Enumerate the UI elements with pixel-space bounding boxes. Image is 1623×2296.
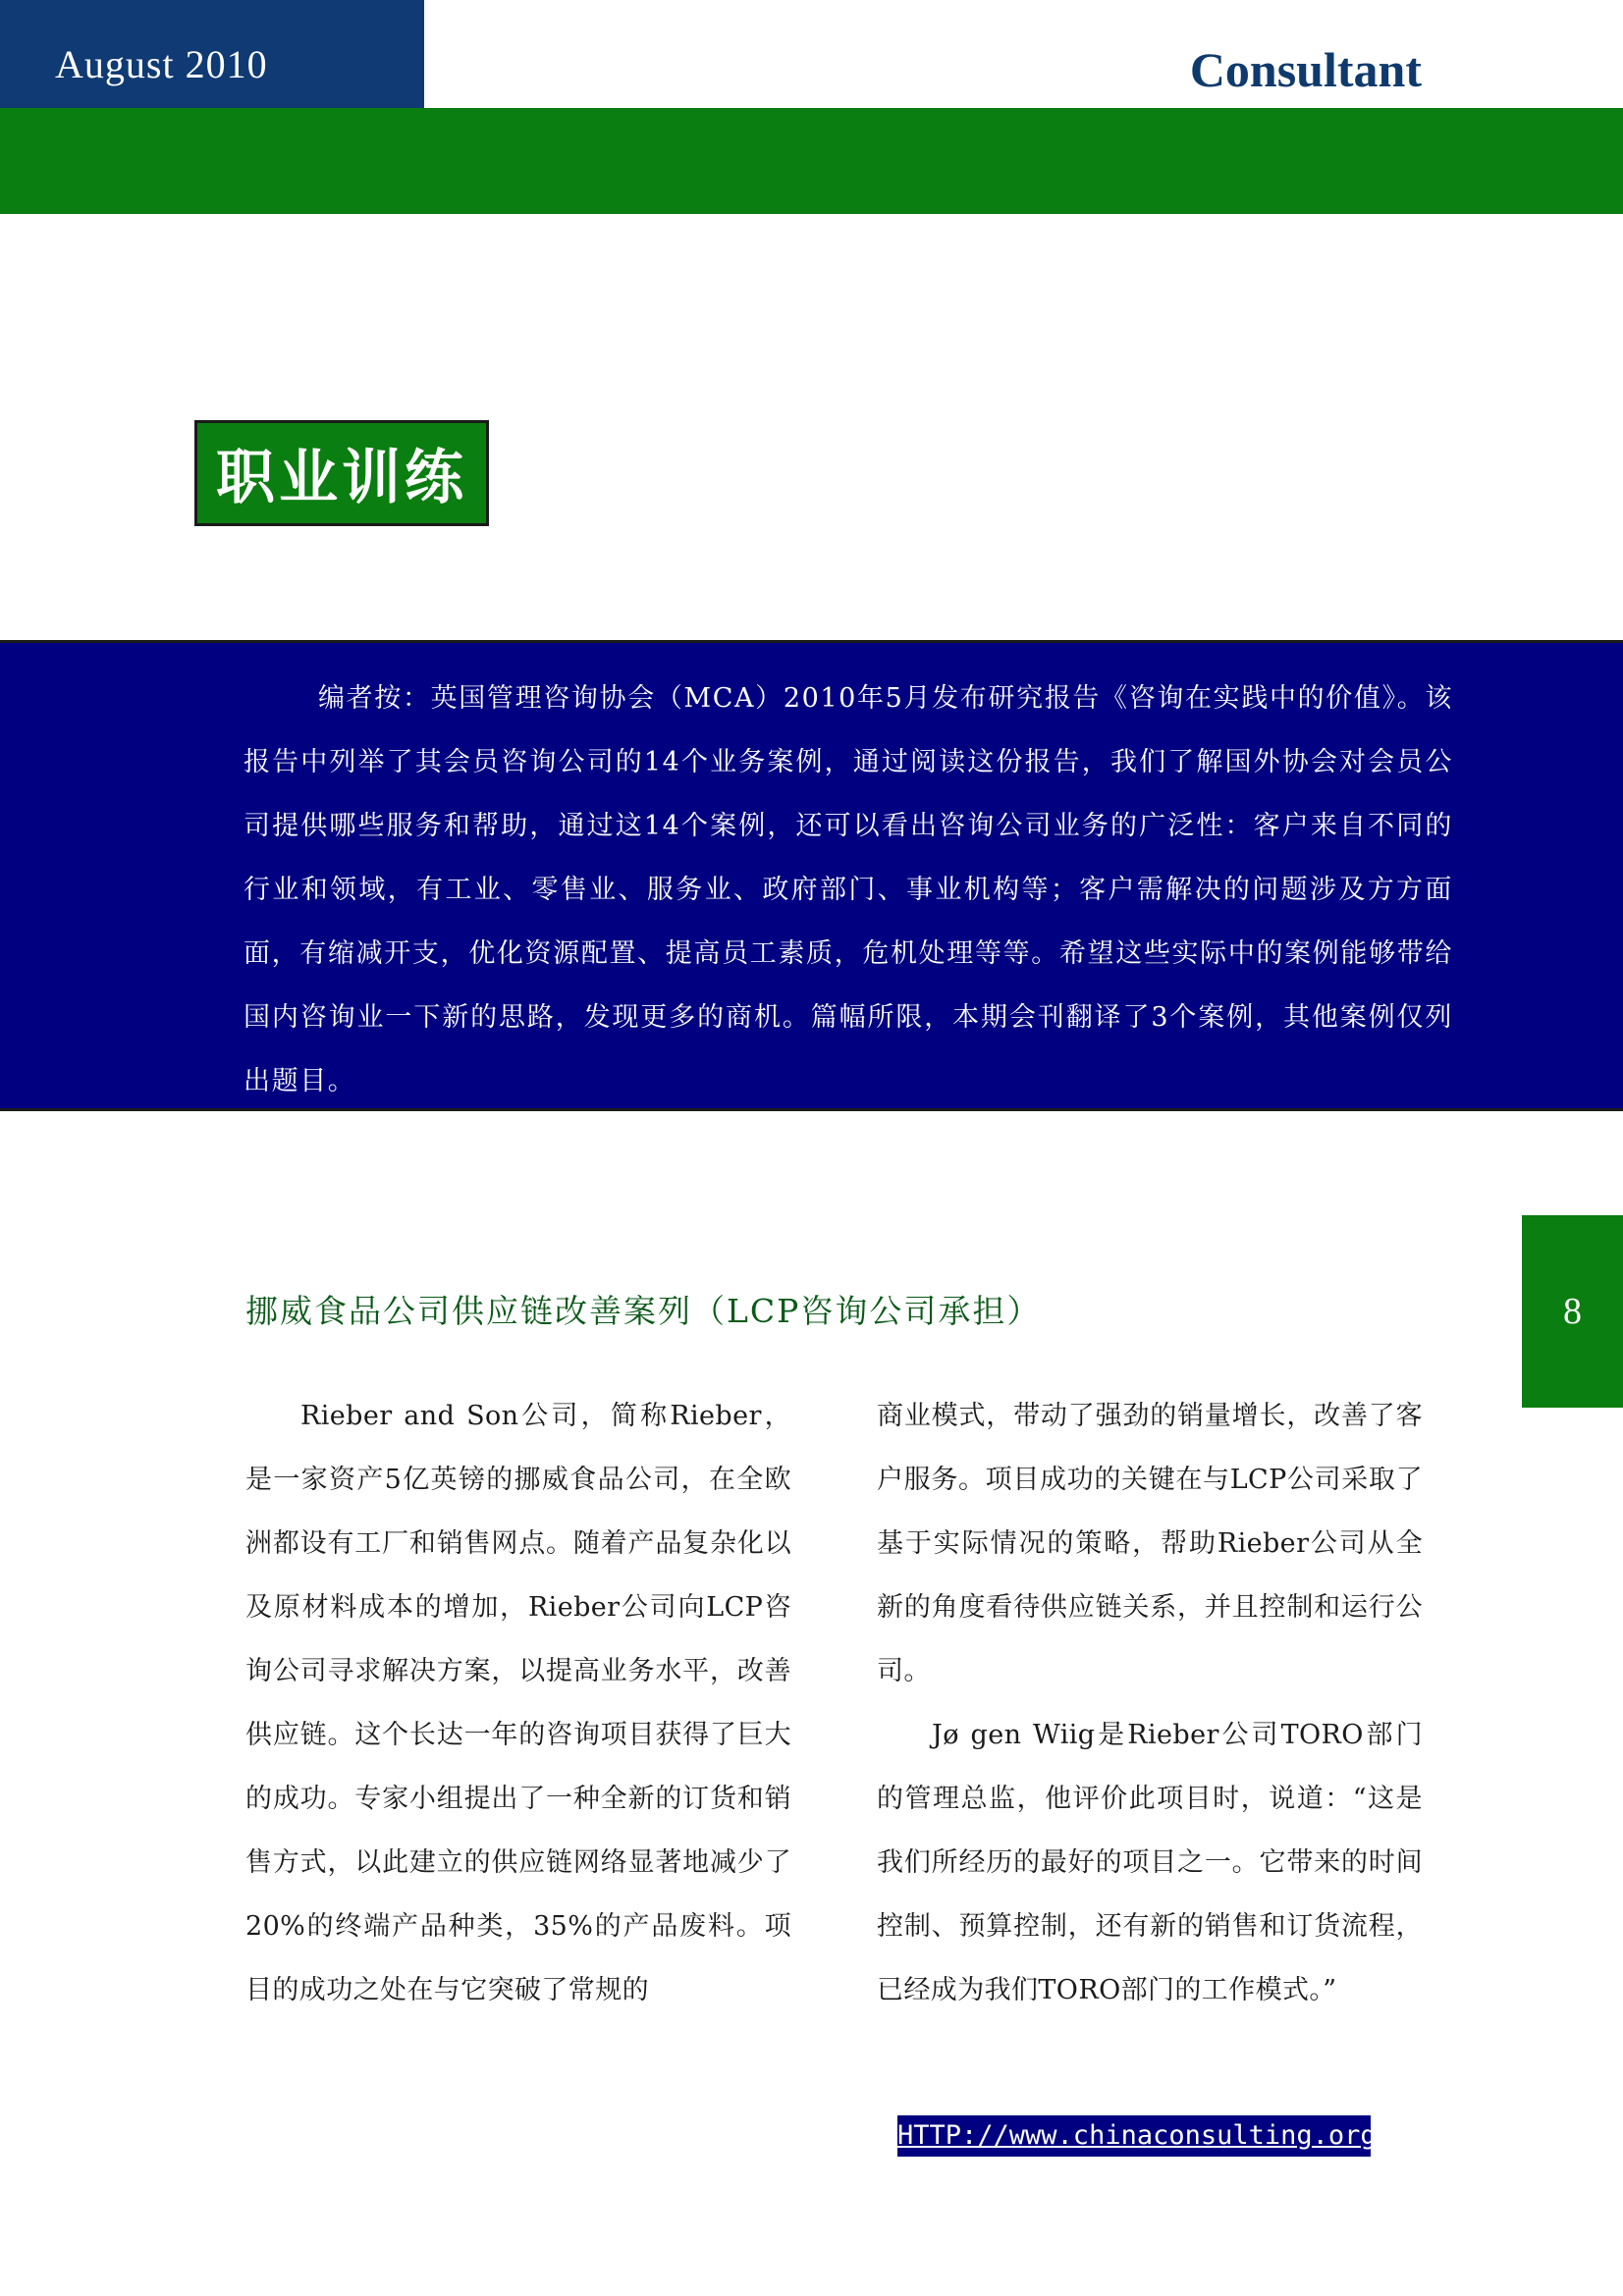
- article-paragraph-1-continued: 商业模式，带动了强劲的销量增长，改善了客户服务。项目成功的关键在与LCP公司采取了基于实际情况的策略，帮助Rieber公司从全新的角度看待供应链关系，并且控制和运行公司。: [877, 1401, 1423, 1686]
- article-left-column: [245, 1384, 791, 2022]
- section-title: 职业训练: [216, 444, 467, 512]
- footer-website-link[interactable]: HTTP://www.chinaconsulting.org.cn: [897, 2115, 1371, 2157]
- header-date: August 2010: [55, 42, 268, 86]
- editor-note-text: 编者按：英国管理咨询协会（MCA）2010年5月发布研究报告《咨询在实践中的价值》。该报告中列举了其会员咨询公司的14个业务案例，通过阅读这份报告，我们了解国外协会对会员公司提供哪些服务和帮助，通过这14个案例，还可以看出咨询公司业务的广泛性：客户来自不同的行业和领域，有工业、零售业、服务业、政府部门、事业机构等；客户需解决的问题涉及方方面面，有缩减开支，优化资源配置、提高员工素质，危机处理等等。希望这些实际中的案例能够带给国内咨询业一下新的思路，发现更多的商机。篇幅所限，本期会刊翻译了3个案例，其他案例仅列出题目。: [243, 683, 1453, 1096]
- article-right-column: [877, 1384, 1423, 2022]
- header-green-band: [0, 108, 1623, 214]
- page-number-tab: [1522, 1215, 1623, 1408]
- header-date-box: [0, 0, 424, 108]
- section-title-box: [194, 420, 489, 526]
- article-paragraph-2: Jø gen Wiig是Rieber公司TORO部门的管理总监，他评价此项目时，说道：“这是我们所经历的最好的项目之一。它带来的时间控制、预算控制，还有新的销售和订货流程，已经成为我们TORO部门的工作模式。”: [877, 1720, 1423, 2005]
- article-title: 挪威食品公司供应链改善案列（LCP咨询公司承担）: [245, 1292, 1042, 1330]
- article-paragraph-1: Rieber and Son公司，简称Rieber，是一家资产5亿英镑的挪威食品公司，在全欧洲都设有工厂和销售网点。随着产品复杂化以及原材料成本的增加，Rieber公司向LCP咨询公司寻求解决方案，以提高业务水平，改善供应链。这个长达一年的咨询项目获得了巨大的成功。专家小组提出了一种全新的订货和销售方式，以此建立的供应链网络显著地减少了20%的终端产品种类，35%的产品废料。项目的成功之处在与它突破了常规的: [245, 1401, 791, 2005]
- page-number: 8: [1563, 1291, 1582, 1332]
- publication-name: Consultant: [1189, 42, 1422, 97]
- editor-note-box: [0, 640, 1623, 1111]
